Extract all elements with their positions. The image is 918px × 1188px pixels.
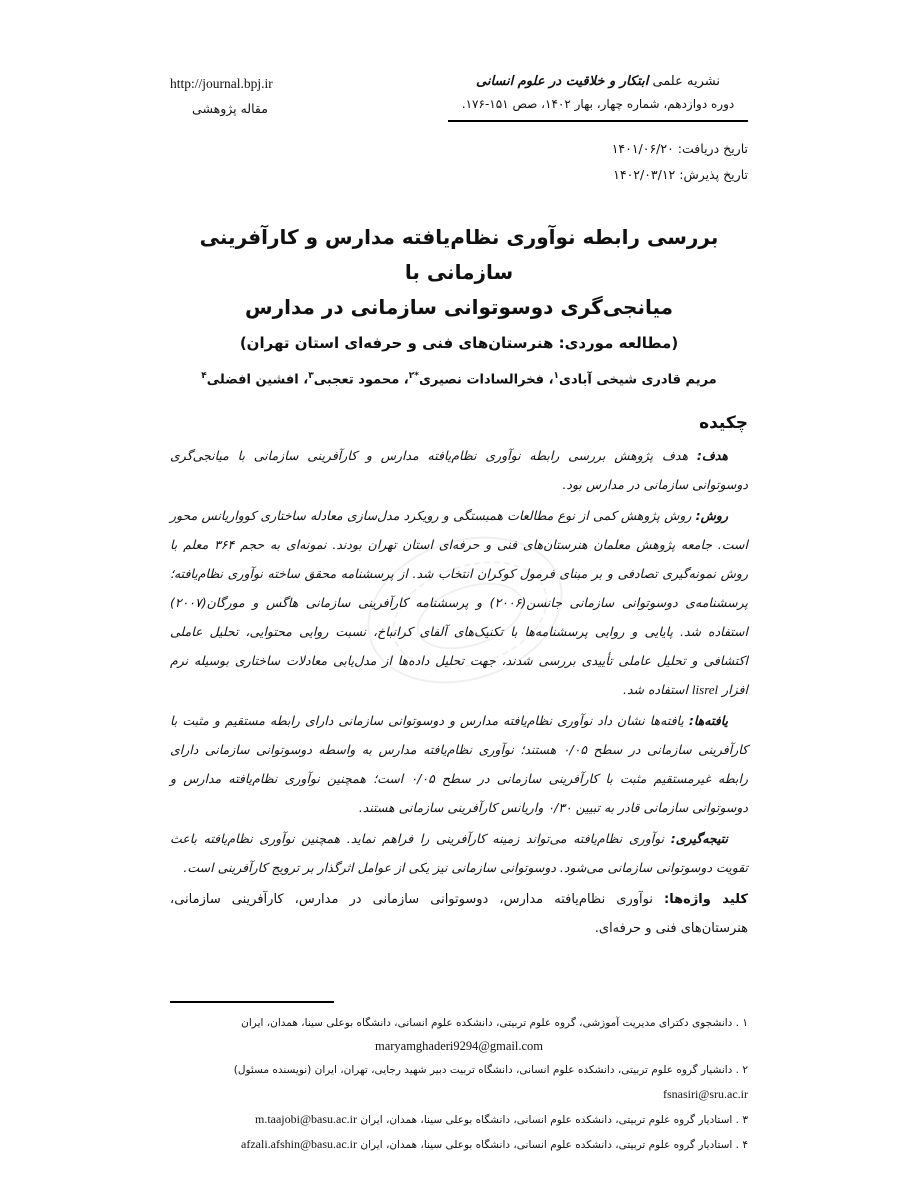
author-separator: ،: [399, 372, 409, 388]
journal-title-prefix: نشریه علمی: [648, 74, 720, 89]
received-date: تاریخ دریافت: ۱۴۰۱/۰۶/۲۰: [611, 141, 748, 156]
goal-text: هدف پژوهش بررسی رابطه نوآوری نظام‌یافته مدارس و کارآفرینی سازمانی با میانجی‌گری دوسوتوانی سازمانی در مدارس بود.: [170, 448, 748, 493]
keywords-paragraph: [170, 885, 748, 943]
footnote-2-email-link[interactable]: fsnasiri@sru.ac.ir: [662, 1087, 748, 1102]
journal-title-line: [448, 74, 748, 89]
authors-line: [170, 371, 748, 387]
abstract-findings-paragraph: [170, 706, 748, 822]
findings-label: یافته‌ها:: [688, 713, 728, 729]
author-name: فخرالسادات نصیری: [418, 372, 545, 388]
issue-info-line: دوره دوازدهم، شماره چهار، بهار ۱۴۰۲، صص ۱۵۱-۱۷۶.: [461, 97, 735, 111]
method-text: روش پژوهش کمی از نوع مطالعات همبستگی و رویکرد مدل‌سازی معادله ساختاری کوواریانس محور است. جامعه پژوهش معلمان هنرستان‌های فنی و حرفه‌ای استان تهران بودند. نمونه‌ای به حجم ۳۶۴ معلم با روش نمونه‌گیری تصادفی و بر مبنای فرمول کوکران انتخاب شد. از پرسشنامه محقق ساخته نوآوری نظام‌یافته؛ پرسشنامه‌ی دوسوتوانی سازمانی جانسن(۲۰۰۶) و پرسشنامه کارآفرینی سازمانی هاگس و مورگان(۲۰۰۷) استفاده شد. پایایی و روایی پرسشنامه‌ها با تکنیک‌های آلفای کرانباخ، نسبت روایی محتوایی، تحلیل عاملی اکتشافی و تحلیل عاملی تأییدی بررسی شدند، جهت تحلیل داده‌ها از مدل‌یابی معادلات ساختاری بوسیله نرم افزار: [170, 508, 748, 698]
author-affiliation-sup: *۲: [408, 371, 419, 381]
software-name: lisrel: [691, 682, 719, 698]
journal-url-link[interactable]: http://journal.bpj.ir: [170, 76, 273, 91]
footnote-4-text: ۴ . استادیار گروه علوم تربیتی، دانشکده علوم انسانی، دانشگاه بوعلی سینا، همدان، ایران: [357, 1139, 748, 1152]
author-name: افشین افضلی: [206, 372, 299, 388]
header-journal-block: [448, 74, 748, 122]
footnote-separator: [170, 1001, 334, 1003]
keywords-label: کلید واژه‌ها:: [664, 892, 748, 908]
abstract-goal-paragraph: [170, 441, 748, 499]
author-separator: ،: [298, 372, 309, 388]
journal-name: ابتکار و خلاقیت در علوم انسانی: [476, 74, 649, 89]
article-title: [170, 220, 748, 358]
findings-text: یافته‌ها نشان داد نوآوری نظام‌یافته مدارس و دوسوتوانی سازمانی دارای رابطه مستقیم و مثبت با کارآفرینی سازمانی در سطح ۰/۰۵ هستند؛ نوآوری نظام‌یافته مدارس به واسطه دوسوتوانی سازمانی دارای رابطه غیرمستقیم مثبت با کارآفرینی سازمانی در سطح ۰/۰۵ است؛ همچنین نوآوری نظام‌یافته مدارس و دوسوتوانی سازمانی قادر به تبیین ۰/۳۰ واریانس کارآفرینی سازمانی هستند.: [170, 713, 749, 816]
author-name: محمود تعجبی: [313, 372, 400, 388]
footnote-4: [170, 1132, 748, 1157]
article-type-label: مقاله پژوهشی: [192, 101, 268, 116]
footnote-3: [170, 1107, 748, 1132]
author-affiliation-sup: ۳: [308, 371, 314, 381]
article-title-line1: بررسی رابطه نوآوری نظام‌یافته مدارس و کارآفرینی سازمانی با: [199, 225, 719, 284]
footnote-1-email-line: [170, 1035, 748, 1058]
footnotes-block: [170, 1001, 748, 1157]
goal-label: هدف:: [696, 448, 728, 464]
header-left-block: [170, 74, 320, 116]
keywords-text: نوآوری نظام‌یافته مدارس، دوسوتوانی سازمانی در مدارس، کارآفرینی سازمانی، هنرستان‌های فنی و حرفه‌ای.: [170, 892, 748, 937]
footnote-3-email-link[interactable]: m.taajobi@basu.ac.ir: [254, 1112, 358, 1127]
article-title-subtitle: (مطالعه موردی: هنرستان‌های فنی و حرفه‌ای استان تهران): [239, 334, 679, 352]
footnote-1-text: ۱ . دانشجوی دکترای مدیریت آموزشی، گروه علوم تربیتی، دانشکده علوم انسانی، دانشگاه بوعلی سینا، همدان، ایران: [241, 1017, 748, 1030]
author-affiliation-sup: ۴: [201, 371, 207, 381]
author-separator: ،: [544, 372, 554, 388]
footnote-2-text: ۲ . دانشیار گروه علوم تربیتی، دانشکده علوم انسانی، دانشگاه تربیت دبیر شهید رجایی، تهران، ایران (نویسنده مسئول): [233, 1064, 748, 1077]
accepted-date: تاریخ پذیرش: ۱۴۰۲/۰۳/۱۲: [613, 167, 748, 182]
abstract-conclusion-paragraph: [170, 824, 748, 882]
footnote-2: [170, 1058, 748, 1107]
abstract-method-paragraph: [170, 501, 748, 704]
method-label: روش:: [695, 508, 728, 524]
author-affiliation-sup: ۱: [553, 371, 560, 381]
article-title-line2: میانجی‌گری دوسوتوانی سازمانی در مدارس: [244, 295, 674, 319]
footnote-4-email-link[interactable]: afzali.afshin@basu.ac.ir: [241, 1137, 358, 1152]
footnote-1-email-link[interactable]: maryamghaderi9294@gmail.com: [374, 1039, 544, 1054]
conclusion-text: نوآوری نظام‌یافته می‌تواند زمینه کارآفرینی را فراهم نماید. همچنین نوآوری نظام‌یافته باعث تقویت دوسوتوانی سازمانی می‌شود. دوسوتوانی سازمانی نیز یکی از عوامل اثرگذار بر ترویج کارآفرینی است.: [170, 831, 748, 876]
dates-block: [170, 136, 748, 188]
conclusion-label: نتیجه‌گیری:: [670, 831, 728, 847]
method-text-tail: استفاده شد.: [623, 682, 692, 698]
footnote-3-text: ۳ . استادیار گروه علوم تربیتی، دانشکده علوم انسانی، دانشگاه بوعلی سینا، همدان، ایران: [357, 1114, 748, 1127]
abstract-heading: چکیده: [699, 413, 748, 434]
author-name: مریم قادری شیخی آبادی: [559, 372, 717, 388]
page-header: [170, 74, 748, 122]
footnote-1: [170, 1011, 748, 1035]
